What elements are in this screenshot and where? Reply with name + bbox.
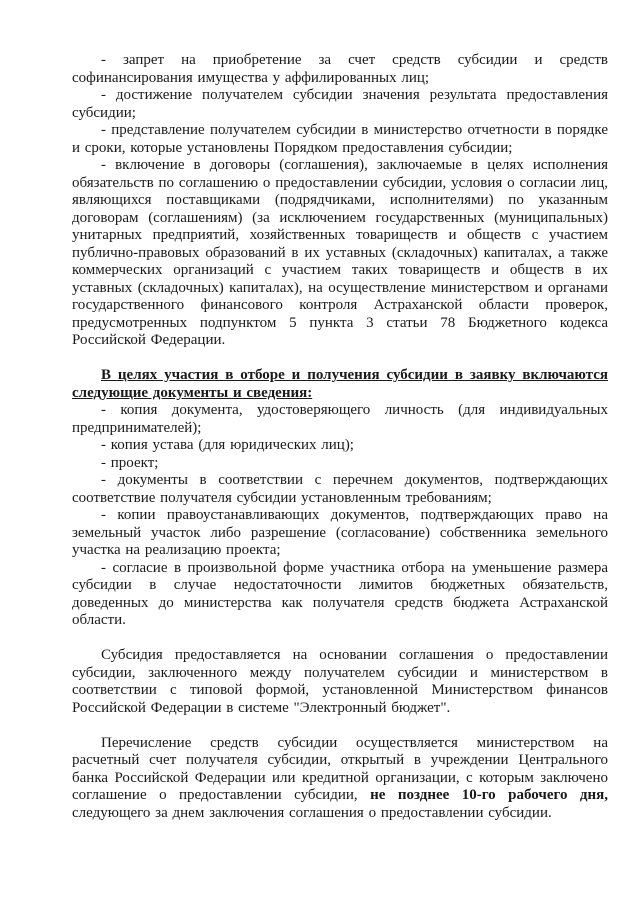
para-doc-consent-reduction: - согласие в произвольной форме участника отбора на уменьшение размера субсидии в случае недостаточности лимитов бюджетных обязательств, доведенных до министерства как получателя средств бюджета Астраханской области.	[72, 559, 608, 628]
para-reporting-obligation: - представление получателем субсидии в министерство отчетности в порядке и сроки, которые установлены Порядком предоставления субсидии;	[72, 122, 608, 156]
para-contract-consent-clause: - включение в договоры (соглашения), заключаемые в целях исполнения обязательств по соглашению о предоставлении субсидии, условия о согласии лиц, являющихся поставщиками (подрядчиками, исполнителями) по указанным договорам (соглашениям) (за исключением государственных (муниципальных) унитарных предприятий, хозяйственных товариществ и обществ с участием публично-правовых образований в их уставных (складочных) капиталах, а также коммерческих организаций с участием таких товариществ и обществ в их уставных (складочных) капиталах), на осуществление министерством и органами государственного финансового контроля Астраханской области проверок, предусмотренных подпунктом 5 пункта 3 статьи 78 Бюджетного кодекса Российской Федерации.	[72, 157, 608, 348]
para-doc-land-rights: - копии правоустанавливающих документов, подтверждающих право на земельный участок либо разрешение (согласование) собственника земельного участка на реализацию проекта;	[72, 507, 608, 558]
para-doc-charter-copy: - копия устава (для юридических лиц);	[101, 437, 354, 453]
para-result-achievement: - достижение получателем субсидии значения результата предоставления субсидии;	[72, 87, 608, 121]
para-doc-compliance-list: - документы в соответствии с перечнем документов, подтверждающих соответствие получателя субсидии установленным требованиям;	[72, 472, 608, 506]
section-heading-application-documents: В целях участия в отборе и получения субсидии в заявку включаются следующие документы и сведения:	[72, 367, 608, 401]
transfer-deadline-bold: не позднее 10-го рабочего дня,	[370, 787, 608, 803]
transfer-text-before: Перечисление средств субсидии осуществляется министерством на расчетный счет получателя субсидии, открытый в учреждении Центрального банка Российской Федерации или кредитной организации, с которым заключено соглашение о предоставлении субсидии,	[72, 734, 608, 803]
transfer-text-after: следующего за днем заключения соглашения о предоставлении субсидии.	[72, 804, 552, 821]
para-transfer-terms	[72, 735, 608, 823]
para-doc-identity-copy: - копия документа, удостоверяющего личность (для индивидуальных предпринимателей);	[72, 402, 608, 436]
para-agreement-basis: Субсидия предоставляется на основании соглашения о предоставлении субсидии, заключенного между получателем субсидии и министерством в соответствии с типовой формой, установленной Министерством финансов Российской Федерации в системе "Электронный бюджет".	[72, 647, 608, 716]
para-ban-affiliated-purchase: - запрет на приобретение за счет средств субсидии и средств софинансирования имущества у аффилированных лиц;	[72, 52, 608, 86]
para-doc-project: - проект;	[101, 454, 159, 471]
